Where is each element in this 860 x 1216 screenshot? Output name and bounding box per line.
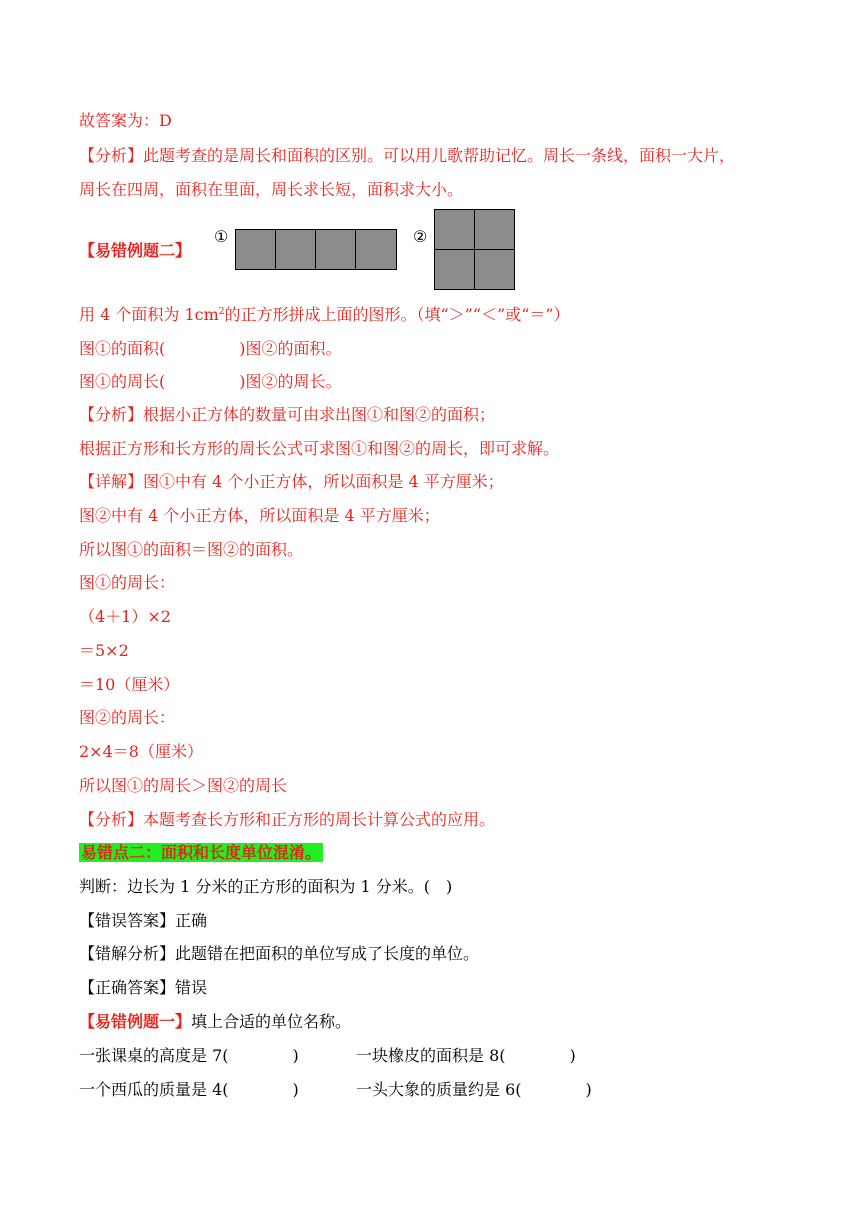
detail-line-7: ＝10（厘米）: [79, 675, 180, 694]
analysis-line-1: 【分析】此题考查的是周长和面积的区别。可以用儿歌帮助记忆。周长一条线，面积一大片，: [79, 146, 736, 165]
analysis-line-2: 周长在四周，面积在里面，周长求长短，面积求大小。: [79, 180, 464, 199]
analysis-line-3: 【分析】根据小正方体的数量可由求出图①和图②的面积；: [79, 405, 496, 424]
figure-1-label: ①: [214, 227, 229, 246]
detail-line-3: 所以图①的面积＝图②的面积。: [79, 540, 304, 559]
fill-question-1: 一张课桌的高度是 7( ): [79, 1046, 299, 1065]
example-title-2: 【易错例题二】: [79, 241, 192, 260]
detail-line-4: 图①的周长：: [79, 573, 176, 592]
answer-line: 故答案为：D: [79, 111, 172, 130]
fill-question-2: 一块橡皮的面积是 8( ): [356, 1046, 576, 1065]
figure-2-cell: [474, 209, 515, 250]
analysis-line-4: 根据正方形和长方形的周长公式可求图①和图②的周长，即可求解。: [79, 439, 560, 458]
figure-2-cell: [434, 249, 475, 290]
detail-line-5: （4＋1）×2: [79, 607, 171, 626]
figure-1-cell: [275, 229, 316, 270]
figure-1-cell: [315, 229, 356, 270]
detail-line-1: 【详解】图①中有 4 个小正方体，所以面积是 4 平方厘米；: [79, 472, 504, 491]
wrong-analysis: 【错解分析】此题错在把面积的单位写成了长度的单位。: [79, 944, 480, 963]
fill-question-3: 一个西瓜的质量是 4( ): [79, 1080, 299, 1099]
detail-line-10: 所以图①的周长＞图②的周长: [79, 776, 288, 795]
example-title-1: 【易错例题一】填上合适的单位名称。: [79, 1012, 352, 1031]
figure-2: [434, 209, 515, 290]
figure-2-cell: [474, 249, 515, 290]
detail-line-8: 图②的周长：: [79, 708, 176, 727]
figure-2-cell: [434, 209, 475, 250]
figure-2-label: ②: [413, 227, 428, 246]
figure-1-cell: [235, 229, 276, 270]
judge-question: 判断：边长为 1 分米的正方形的面积为 1 分米。( ): [79, 877, 453, 896]
section-heading-2: 易错点二：面积和长度单位混淆。: [81, 843, 322, 862]
wrong-answer: 【错误答案】正确: [79, 911, 208, 930]
question-perimeter: 图①的周长( )图②的周长。: [79, 372, 342, 391]
detail-line-6: ＝5×2: [79, 641, 129, 660]
detail-line-9: 2×4＝8（厘米）: [79, 742, 203, 761]
detail-line-2: 图②中有 4 个小正方体，所以面积是 4 平方厘米；: [79, 506, 440, 525]
correct-answer: 【正确答案】错误: [79, 978, 208, 997]
question-stem: 用 4 个面积为 $1cm^2$的正方形拼成上面的图形。（填“＞”“＜”或“＝”）: [79, 305, 570, 324]
question-area: 图①的面积( )图②的面积。: [79, 339, 342, 358]
figure-1-cell: [355, 229, 397, 270]
fill-question-4: 一头大象的质量约是 6( ): [356, 1080, 592, 1099]
analysis-line-5: 【分析】本题考查长方形和正方形的周长计算公式的应用。: [79, 810, 496, 829]
figure-1: [235, 229, 397, 270]
